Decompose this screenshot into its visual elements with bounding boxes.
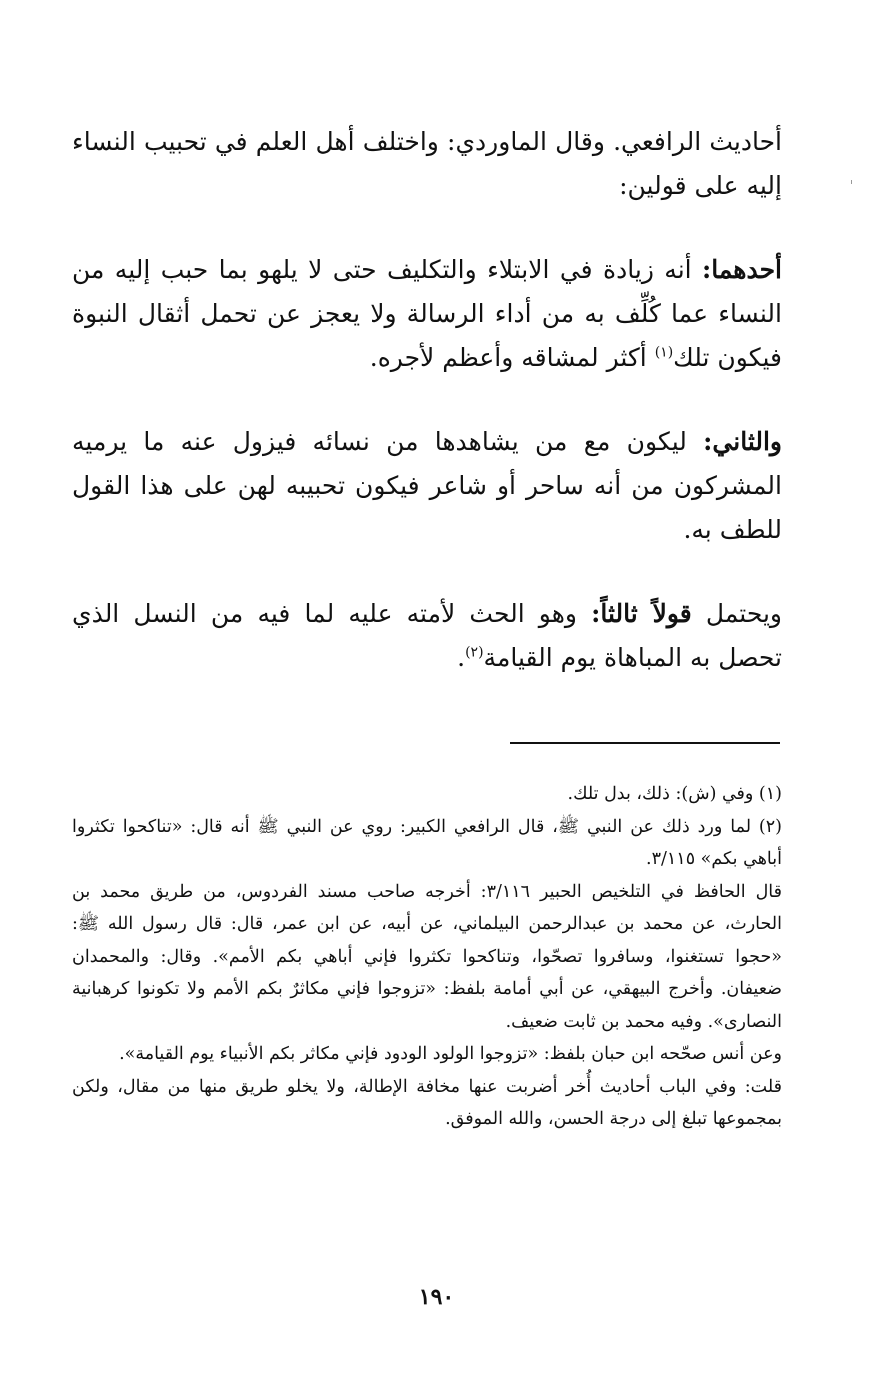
footnote-2-takhrij: قال الحافظ في التلخيص الحبير ٣/١١٦: أخرجه صاحب مسند الفردوس، من طريق محمد بن الحارث، عن محمد بن عبدالرحمن البيلماني، عن أبيه، عن ابن عمر، قال: قال رسول الله ﷺ: «حجوا تستغنوا، وسافروا تصحّوا، وتناكحوا تكثروا فإني أباهي بكم الأمم». وقال: والمحمدان ضعيفان. وأخرج البيهقي، عن أبي أمامة بلفظ: «تزوجوا فإني مكاثرٌ بكم الأمم ولا تكونوا كرهبانية النصارى». وفيه محمد بن ثابت ضعيف. [72, 881, 782, 1032]
paragraph-3-lead: والثاني: [703, 427, 782, 456]
paragraph-4-text: وهو الحث لأمته عليه لما فيه من النسل الذي تحصل به المباهاة يوم القيامة [72, 599, 782, 672]
footnote-ref-2: (٢) [465, 644, 484, 661]
footnote-2-anas: وعن أنس صحّحه ابن حبان بلفظ: «تزوجوا الولود الودود فإني مكاثر بكم الأنبياء يوم القيامة». [119, 1044, 782, 1064]
paragraph-4-text-start: ويحتمل [691, 599, 782, 628]
paragraph-2-lead: أحدهما: [701, 255, 782, 284]
paragraph-4-lead: قولاً ثالثاً: [591, 599, 692, 628]
footnotes [72, 778, 782, 1136]
footnote-2: (٢) لما ورد ذلك عن النبي ﷺ، قال الرافعي الكبير: روي عن النبي ﷺ أنه قال: «تناكحوا تكثروا أباهي بكم» ٣/١١٥. [72, 816, 782, 869]
paragraph-2 [72, 248, 782, 380]
paragraph-1 [72, 120, 782, 208]
paragraph-2-text: أنه زيادة في الابتلاء والتكليف حتى لا يلهو بما حبب إليه من النساء عما كُلِّف به من أداء الرسالة ولا يعجز عن تحمل أثقال النبوة فيكون تلك [72, 255, 782, 372]
margin-mark [851, 180, 852, 184]
page-number: ١٩٠ [418, 1284, 455, 1310]
paragraph-3-text: ليكون مع من يشاهدها من نسائه فيزول عنه ما يرميه المشركون من أنه ساحر أو شاعر فيكون تحبيبه لهن على هذا القول للطف به. [72, 427, 782, 544]
footnote-separator [510, 742, 780, 744]
main-text [72, 120, 782, 680]
footnote-1: (١) وفي (ش): ذلك، بدل تلك. [567, 784, 782, 804]
footnote-ref-1: (١) [654, 344, 674, 361]
paragraph-1-text: أحاديث الرافعي. وقال الماوردي: واختلف أهل العلم في تحبيب النساء إليه على قولين: [72, 127, 782, 200]
paragraph-3 [72, 420, 782, 552]
paragraph-4 [72, 592, 782, 680]
paragraph-2-text-end: أكثر لمشاقه وأعظم لأجره. [369, 343, 655, 372]
footnote-2-conclusion: قلت: وفي الباب أحاديث أُخر أضربت عنها مخافة الإطالة، ولا يخلو طريق منها من مقال، ولكن بمجموعها تبلغ إلى درجة الحسن، والله الموفق. [72, 1076, 782, 1129]
paragraph-4-text-end: . [457, 643, 466, 672]
